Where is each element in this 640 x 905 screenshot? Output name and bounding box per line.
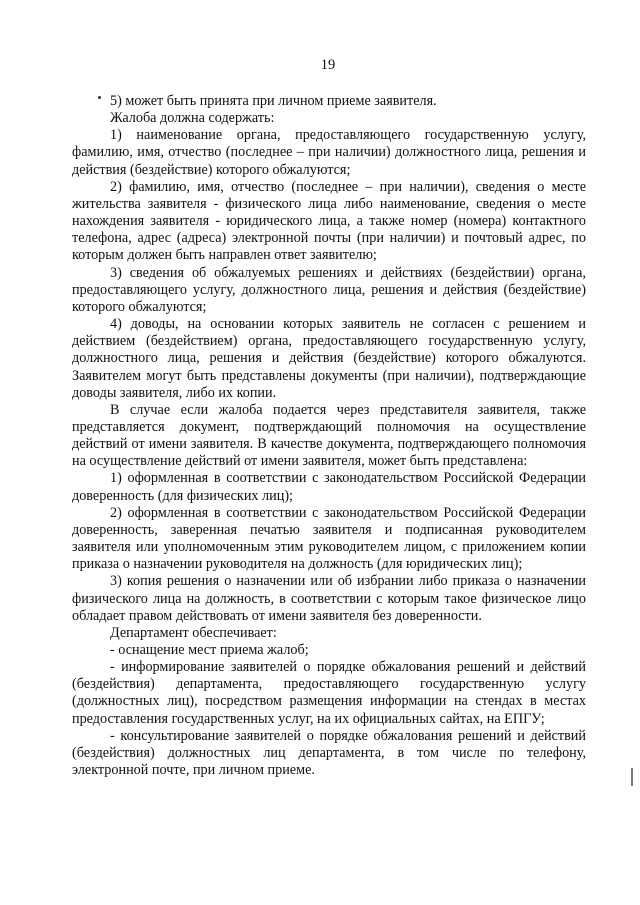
paragraph-item-2-applicant-details: 2) фамилию, имя, отчество (последнее – при наличии), сведения о месте жительства заявителя - физического лица либо наименование, сведения о месте нахождения заявителя - юридического лица, а также номер (номера) контактного телефона, адрес (адреса) электронной почты (при наличии) и почтовый адрес, по которым должен быть направлен ответ заявителю; [72, 178, 586, 264]
paragraph-appointment-order-copy: 3) копия решения о назначении или об избрании либо приказа о назначении физического лица на должность, в соответствии с которым такое физическое лицо обладает правом действовать от имени заявителя без доверенности. [72, 573, 586, 624]
scan-artifact-edge-mark [631, 768, 633, 786]
paragraph-power-of-attorney-legal-entities: 2) оформленная в соответствии с законодательством Российской Федерации доверенность, заверенная печатью заявителя и подписанная руководителем заявителя или уполномоченным этим руководителем лицом, с приложением копии приказа о назначении руководителя на должность (для юридических лиц); [72, 504, 586, 573]
paragraph-power-of-attorney-individuals: 1) оформленная в соответствии с законодательством Российской Федерации доверенность (для физических лиц); [72, 470, 586, 504]
paragraph-complaint-contents-intro: Жалоба должна содержать: [110, 110, 275, 127]
document-body [72, 93, 586, 779]
page-number: 19 [320, 57, 336, 73]
paragraph-item-1-authority-name: 1) наименование органа, предоставляющего государственную услугу, фамилию, имя, отчество (последнее – при наличии) должностного лица, решения и действия (бездействие) которого обжалуются; [72, 127, 586, 178]
paragraph-department-provides: Департамент обеспечивает: [110, 624, 277, 641]
paragraph-informing-applicants: - информирование заявителей о порядке обжалования решений и действий (бездействия) департамента, предоставляющего государственную услугу (должностных лиц), посредством размещения информации на стендах в местах предоставления государственных услуг, на их официальных сайтах, на ЕПГУ; [72, 659, 586, 727]
paragraph-representative: В случае если жалоба подается через представителя заявителя, также представляется документ, подтверждающий полномочия на осуществление действий от имени заявителя. В качестве документа, подтверждающего полномочия на осуществление действий от имени заявителя, может быть представлена: [72, 401, 586, 470]
paragraph-item-3-appealed-decisions: 3) сведения об обжалуемых решениях и действиях (бездействии) органа, предоставляющего услугу, должностного лица, решения и действия (бездействие) которого обжалуются; [72, 264, 586, 315]
paragraph-item-5: 5) может быть принята при личном приеме заявителя. [110, 93, 437, 109]
paragraph-consulting-applicants: - консультирование заявителей о порядке обжалования решений и действий (бездействия) должностных лиц департамента, в том числе по телефону, электронной почте, при личном приеме. [72, 727, 586, 779]
paragraph-item-4-arguments: 4) доводы, на основании которых заявитель не согласен с решением и действием (бездействием) органа, предоставляющего государственную услугу, должностного лица, решения и действия (бездействие) которого обжалуются. Заявителем могут быть представлены документы (при наличии), подтверждающие доводы заявителя, либо их копии. [72, 316, 586, 401]
paragraph-equipping-reception: - оснащение мест приема жалоб; [110, 642, 309, 658]
